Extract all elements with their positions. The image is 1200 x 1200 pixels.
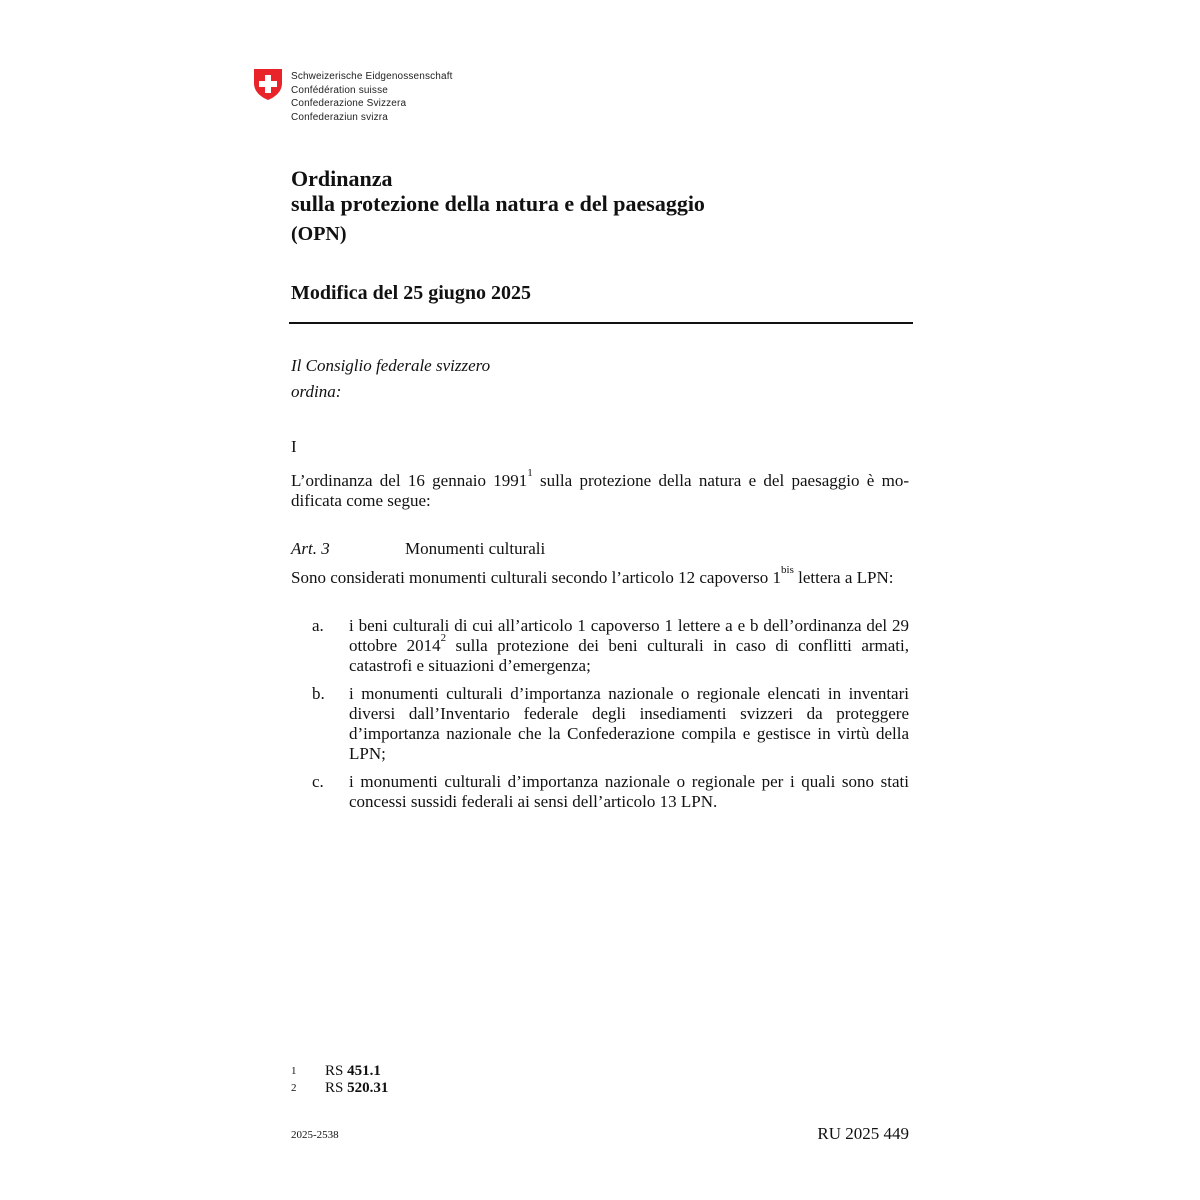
list-item-text: i monumenti culturali d’importanza nazionale o regionale elencati in inventari diversi dall’Inventario federale degli insediamenti svizzeri da proteggere d’importanza nazionale che la Confederazione compila e gestisce in virtù della LPN; bbox=[349, 684, 909, 763]
title-abbreviation: (OPN) bbox=[291, 223, 347, 245]
footnote-1 bbox=[291, 1063, 381, 1080]
footnote-number: 1 bbox=[291, 1065, 297, 1077]
list-item bbox=[291, 772, 909, 812]
document-title bbox=[291, 166, 705, 216]
article-heading bbox=[291, 539, 545, 559]
title-line-2: sulla protezione della natura e del paesaggio bbox=[291, 191, 705, 216]
footnote-number: 2 bbox=[291, 1082, 297, 1094]
list-item-text bbox=[349, 616, 909, 676]
footnote-prefix: RS bbox=[325, 1063, 348, 1079]
article-lead-before: Sono considerati monumenti culturali secondo l’articolo 12 capoverso 1 bbox=[291, 568, 782, 587]
list-item-text-after: sulla protezione dei beni culturali in caso di conflitti armati, catastrofi e situazioni d’emergenza; bbox=[349, 636, 909, 675]
footnote-sr-link[interactable]: 520.31 bbox=[347, 1080, 389, 1096]
preamble bbox=[291, 353, 490, 405]
document-number: 2025-2538 bbox=[291, 1129, 339, 1141]
confederation-names bbox=[291, 70, 453, 124]
list-item bbox=[291, 684, 909, 764]
list-item bbox=[291, 616, 909, 676]
official-compilation-reference: RU 2025 449 bbox=[817, 1124, 909, 1143]
article-lead bbox=[291, 564, 909, 588]
title-divider bbox=[289, 322, 913, 324]
confederation-name-it: Confederazione Svizzera bbox=[291, 98, 407, 109]
article-title: Monumenti culturali bbox=[405, 539, 546, 558]
title-line-1: Ordinanza bbox=[291, 166, 393, 191]
article-list bbox=[291, 616, 909, 820]
footnote-ref-2[interactable]: 2 bbox=[440, 632, 447, 644]
list-marker: a. bbox=[312, 616, 324, 635]
confederation-name-rm: Confederaziun svizra bbox=[291, 111, 388, 123]
preamble-authority: Il Consiglio federale svizzero bbox=[291, 356, 491, 375]
footnote-2 bbox=[291, 1080, 388, 1097]
intro-text-before: L’ordinanza del 16 gennaio 1991 bbox=[291, 471, 528, 490]
article-lead-after: lettera a LPN: bbox=[793, 568, 894, 587]
list-marker: c. bbox=[312, 772, 324, 791]
intro-paragraph bbox=[291, 467, 909, 511]
footnote-sr-link[interactable]: 451.1 bbox=[347, 1063, 381, 1079]
modification-date: Modifica del 25 giugno 2025 bbox=[291, 282, 532, 304]
preamble-ordina: ordina: bbox=[291, 382, 342, 401]
list-item-text: i monumenti culturali d’importanza nazionale o regionale per i quali sono stati concessi sussidi federali ai sensi dell’articolo 13 LPN. bbox=[349, 772, 909, 811]
confederation-name-fr: Confédération suisse bbox=[291, 84, 388, 96]
confederation-name-de: Schweizerische Eidgenossenschaft bbox=[291, 71, 453, 82]
list-marker: b. bbox=[312, 684, 325, 703]
footnote-ref-1[interactable]: 1 bbox=[527, 467, 533, 479]
intro-text-after: sulla protezione della natura e del paesaggio è mo-dificata come segue: bbox=[291, 471, 909, 510]
article-number: Art. 3 bbox=[291, 539, 330, 558]
list-item-text-before: i beni culturali di cui all’articolo 1 capoverso 1 lettere a e b dell’ordinanza del 29 ottobre 2014 bbox=[349, 616, 909, 655]
article-lead-sup: bis bbox=[781, 564, 794, 576]
section-number: I bbox=[291, 437, 297, 456]
swiss-coat-of-arms-icon bbox=[253, 68, 283, 101]
footnote-prefix: RS bbox=[325, 1080, 348, 1096]
